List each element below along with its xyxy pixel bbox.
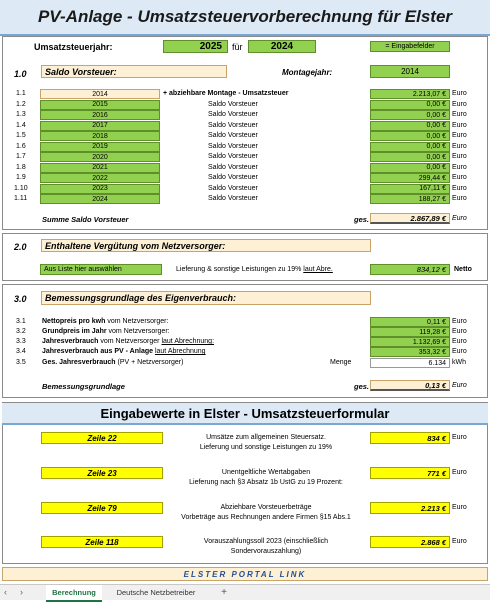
row-id: 3.2: [16, 328, 26, 335]
pv-verbrauch-value[interactable]: 353,32 €: [370, 347, 450, 357]
zeile-79-value: 2.213 €: [370, 502, 450, 514]
bemessung-value: 0,13 €: [370, 380, 450, 391]
value-cell: 0,00 €: [370, 152, 450, 162]
grundpreis-label: [42, 328, 170, 335]
row-label: Saldo Vorsteuer: [208, 184, 258, 192]
unit-label: Euro: [452, 469, 467, 476]
year-input[interactable]: 2016: [40, 110, 160, 120]
zeile-23-label: Zeile 23: [41, 467, 163, 479]
row-id: 3.3: [16, 338, 26, 345]
row-id: 1.1: [16, 90, 26, 97]
section-1-number: 1.0: [14, 69, 27, 79]
zeile-22-value: 834 €: [370, 432, 450, 444]
row-id: 1.6: [16, 142, 26, 150]
saldo-row: [0, 184, 490, 195]
menge-label: Menge: [330, 359, 352, 366]
unit-label: Euro: [452, 163, 467, 171]
grundpreis-bold: Grundpreis im Jahr: [42, 328, 107, 335]
unit-label: Euro: [452, 111, 467, 118]
unit-label: kWh: [452, 359, 466, 366]
value-cell: 2.213,07 €: [370, 89, 450, 99]
nettopreis-label: [42, 318, 168, 325]
jahresverbrauch-value[interactable]: 1.132,69 €: [370, 337, 450, 347]
unit-label: Euro: [452, 121, 467, 129]
unit-label: Euro: [452, 348, 467, 355]
year-cell: 2014: [40, 89, 160, 99]
montage-suffix: + abziehbare Montage - Umsatzsteuer: [163, 90, 289, 97]
saldo-row: [0, 152, 490, 163]
row-id: 3.4: [16, 348, 26, 355]
value-cell: 0,00 €: [370, 100, 450, 110]
row-label: Saldo Vorsteuer: [208, 132, 258, 139]
value-cell: 188,27 €: [370, 194, 450, 204]
row-label: Saldo Vorsteuer: [208, 195, 258, 202]
scroll-left-icon[interactable]: ‹: [4, 587, 7, 597]
year-input[interactable]: 2021: [40, 163, 160, 173]
row-id: 1.11: [14, 195, 28, 202]
year-label: Umsatzsteuerjahr:: [34, 42, 113, 52]
verguetung-link[interactable]: laut Abre.: [303, 266, 333, 273]
sum-saldo-value: 2.867,89 €: [370, 213, 450, 224]
zeile-23-desc: [160, 468, 372, 488]
ges-verbrauch-value: 6.134: [370, 358, 450, 368]
verguetung-label: [176, 266, 333, 273]
saldo-row: [0, 100, 490, 111]
value-cell: 0,00 €: [370, 121, 450, 131]
zeile-118-line2: Sondervorauszahlung): [230, 548, 302, 555]
value-cell: 0,00 €: [370, 142, 450, 152]
pv-verbrauch-bold: Jahresverbrauch aus PV - Anlage: [42, 348, 154, 355]
saldo-rows: [0, 89, 490, 205]
saldo-row: [0, 131, 490, 142]
unit-label: Euro: [452, 174, 467, 181]
fuer-label: für: [232, 42, 243, 52]
saldo-row: [0, 194, 490, 205]
saldo-row: [0, 121, 490, 132]
sum-ges-label: ges.: [354, 215, 370, 224]
section-3-title: Bemessungsgrundlage des Eigenverbrauch:: [41, 291, 371, 305]
verguetung-text: Lieferung & sonstige Leistungen zu 19%: [176, 266, 302, 273]
pv-verbrauch-label: [42, 348, 206, 355]
year-input[interactable]: 2018: [40, 131, 160, 141]
zeile-79-line1: Abziehbare Vorsteuerbeträge: [220, 504, 312, 511]
nettopreis-text: vom Netzversorger:: [107, 318, 169, 325]
year-input[interactable]: 2017: [40, 121, 160, 131]
year-input[interactable]: 2020: [40, 152, 160, 162]
zeile-23-line1: Unentgeltliche Wertabgaben: [221, 469, 311, 476]
section-1-title: Saldo Vorsteuer:: [41, 65, 227, 78]
saldo-row: [0, 89, 490, 100]
unit-label: Euro: [452, 538, 467, 545]
zeile-79-label: Zeile 79: [41, 502, 163, 514]
row-id: 3.5: [16, 359, 26, 366]
legend-eingabefelder: = Eingabefelder: [370, 41, 450, 52]
unit-label: Euro: [452, 142, 467, 150]
pv-verbrauch-link[interactable]: laut Abrechnung: [154, 348, 206, 355]
zeile-79-line2: Vorbeträge aus Rechnungen andere Firmen §15 Abs.1: [181, 514, 351, 521]
zeile-23-line2: Lieferung nach §3 Absatz 1b UstG zu 19 Prozent:: [189, 479, 343, 486]
saldo-row: [0, 173, 490, 184]
section-2-number: 2.0: [14, 242, 27, 252]
scroll-right-icon[interactable]: ›: [20, 587, 23, 597]
row-label: Saldo Vorsteuer: [208, 153, 258, 160]
row-id: 1.9: [16, 174, 26, 181]
saldo-row: [0, 110, 490, 121]
sum-saldo-label: Summe Saldo Vorsteuer: [42, 215, 129, 224]
zeile-118-label: Zeile 118: [41, 536, 163, 548]
year-input[interactable]: 2023: [40, 184, 160, 194]
row-id: 1.7: [16, 153, 26, 160]
ges-verbrauch-label: [42, 359, 183, 366]
montage-label: Montagejahr:: [282, 68, 333, 77]
unit-label: Euro: [452, 195, 467, 202]
add-sheet-button[interactable]: +: [221, 587, 227, 598]
row-label: Saldo Vorsteuer: [208, 142, 258, 150]
bemessung-label: Bemessungsgrundlage: [42, 382, 125, 391]
tab-berechnung[interactable]: Berechnung: [46, 585, 102, 602]
ges-verbrauch-text: (PV + Netzversorger): [117, 359, 184, 366]
row-label: Saldo Vorsteuer: [208, 111, 258, 118]
row-id: 1.4: [16, 121, 26, 129]
zeile-23-value: 771 €: [370, 467, 450, 479]
unit-label: Euro: [452, 338, 467, 345]
year-input[interactable]: 2019: [40, 142, 160, 152]
zeile-22-line2: Lieferung und sonstige Leistungen zu 19%: [199, 444, 333, 451]
unit-label: Euro: [452, 153, 467, 160]
value-cell: 299,44 €: [370, 173, 450, 183]
zeile-118-value: 2.868 €: [370, 536, 450, 548]
zeile-22-label: Zeile 22: [41, 432, 163, 444]
elster-title: Eingabewerte in Elster - Umsatzsteuerformular: [2, 403, 488, 425]
zeile-22-line1: Umsätze zum allgemeinen Steuersatz.: [206, 434, 326, 441]
jahresverbrauch-label: [42, 338, 214, 345]
section-2-title: Enthaltene Vergütung vom Netzversorger:: [41, 239, 371, 252]
value-cell: 0,00 €: [370, 131, 450, 141]
saldo-row: [0, 163, 490, 174]
unit-label: Euro: [452, 90, 467, 97]
netto-label: Netto: [454, 266, 472, 273]
section-3-number: 3.0: [14, 294, 27, 304]
unit-label: Euro: [452, 318, 467, 325]
grundpreis-value[interactable]: 119,28 €: [370, 327, 450, 337]
row-label: Saldo Vorsteuer: [208, 174, 258, 181]
row-id: 1.5: [16, 132, 26, 139]
unit-label: Euro: [452, 504, 467, 511]
unit-label: Euro: [452, 100, 467, 108]
year-to-input[interactable]: 2024: [248, 40, 316, 53]
year-from-input[interactable]: 2025: [163, 40, 228, 53]
row-id: 1.10: [14, 184, 28, 192]
zeile-118-line1: Vorauszahlungssoll 2023 (einschließlich: [203, 538, 329, 545]
bemessung-unit: Euro: [452, 382, 467, 389]
value-cell: 0,00 €: [370, 163, 450, 173]
row-label: Saldo Vorsteuer: [208, 121, 258, 129]
row-id: 1.3: [16, 111, 26, 118]
zeile-118-desc: [160, 537, 372, 557]
row-label: Saldo Vorsteuer: [208, 100, 258, 108]
elster-portal-link[interactable]: ELSTER PORTAL LINK: [2, 567, 488, 581]
bemessung-ges-label: ges.: [354, 382, 370, 391]
unit-label: Euro: [452, 434, 467, 441]
year-input[interactable]: 2024: [40, 194, 160, 204]
saldo-row: [0, 142, 490, 153]
value-cell: 167,11 €: [370, 184, 450, 194]
row-id: 1.2: [16, 100, 26, 108]
page-title: PV-Anlage - Umsatzsteuervorberechnung für Elster: [0, 0, 490, 36]
zeile-79-desc: [160, 503, 372, 523]
value-cell: 0,00 €: [370, 110, 450, 120]
unit-label: Euro: [452, 132, 467, 139]
unit-label: Euro: [452, 184, 467, 192]
jahresverbrauch-bold: Jahresverbrauch: [42, 338, 99, 345]
unit-label: Euro: [452, 328, 467, 335]
row-label: Saldo Vorsteuer: [208, 163, 258, 171]
verguetung-value: 834,12 €: [370, 264, 450, 275]
year-input[interactable]: 2022: [40, 173, 160, 183]
jahresverbrauch-link[interactable]: laut Abrechnung:: [161, 338, 215, 345]
montage-year-input[interactable]: 2014: [370, 65, 450, 78]
netzbetreiber-select[interactable]: Aus Liste hier auswählen: [40, 264, 162, 275]
grundpreis-text: vom Netzversorger:: [108, 328, 170, 335]
nettopreis-value[interactable]: 0,11 €: [370, 317, 450, 327]
row-id: 3.1: [16, 318, 26, 325]
jahresverbrauch-text: vom Netzversorger: [100, 338, 160, 345]
row-id: 1.8: [16, 163, 26, 171]
nettopreis-bold: Nettopreis pro kwh: [42, 318, 106, 325]
zeile-22-desc: [160, 433, 372, 453]
ges-verbrauch-bold: Ges. Jahresverbrauch: [42, 359, 116, 366]
sum-unit: Euro: [452, 215, 467, 222]
year-input[interactable]: 2015: [40, 100, 160, 110]
tab-deutsche-netzbetreiber[interactable]: Deutsche Netzbetreiber: [116, 588, 196, 597]
